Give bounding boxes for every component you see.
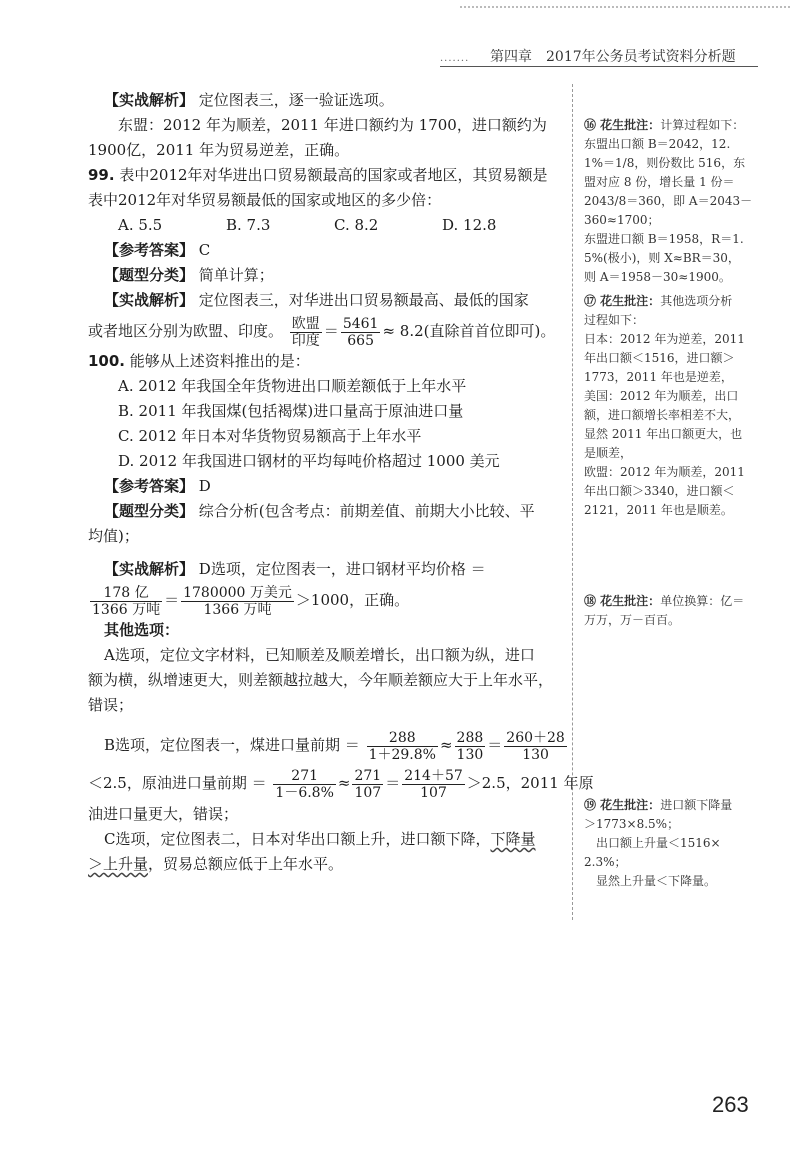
note-line: 则 A＝1958－30≈1900。 [584,270,731,284]
margin-note-2 [584,292,754,520]
analysis-text: 油进口量更大，错误； [88,805,239,823]
margin-divider [572,84,573,920]
analysis-text: ＞1000，正确。 [295,591,410,609]
question-stem: 能够从上述资料推出的是： [129,352,310,370]
question-number: 100. [88,352,126,370]
note-line: ＞1773×8.5%； [584,817,680,831]
fraction: $\frac{260+28}{130}$ [506,729,565,763]
fraction: $\frac{\text{178 亿}}{\text{1366 万吨}}$ [92,584,161,618]
option-c: C. 8.2 [334,216,379,234]
note-line: 是顺差， [584,446,633,460]
answer: D [198,477,211,495]
note-line: 东盟进口额 B＝1958，R＝1. [584,232,744,246]
option-a: A. 5.5 [118,216,163,234]
analysis-text: 额为横，纵增速更大，则差额越拉越大，今年顺差额应大于上年水平， [88,671,554,689]
question-stem: 表中2012年对华进出口贸易额最高的国家或者地区，其贸易额是 [119,166,548,184]
option-c: C. 2012 年日本对华货物贸易额高于上年水平 [118,427,422,445]
analysis-text: 1900亿，2011 年为贸易逆差，正确。 [88,141,350,159]
option-b: B. 2011 年我国煤(包括褐煤)进口量高于原油进口量 [118,402,464,420]
header-rule [440,66,758,67]
note-line: 万万，万－百百。 [584,613,681,627]
margin-note-4 [584,796,754,891]
note-line: 显然上升量＜下降量。 [596,874,717,888]
question-number: 99. [88,166,115,184]
option-d: D. 2012 年我国进口钢材的平均每吨价格超过 1000 美元 [118,452,500,470]
option-b: B. 7.3 [226,216,271,234]
question-stem: 表中2012年对华贸易额最低的国家或地区的多少倍： [88,191,442,209]
note-line: 显然 2011 年出口额更大，也 [584,427,743,441]
note-line: 年出口额＜1516，进口额＞ [584,351,735,365]
note-line: 盟对应 8 份，增长量 1 份＝ [584,175,735,189]
note-line: 出口额上升量＜1516× [596,836,721,850]
margin-note-1 [584,116,754,287]
note-line: 单位换算：亿＝ [660,594,745,608]
note-line: 其他选项分析 [660,294,733,308]
header-title: 第四章 2017年公务员考试资料分析题 [490,49,736,65]
section-label: 【实战解析】 [104,91,195,109]
note-line: 额，进口额增长率相差不大， [584,408,741,422]
option-a: A. 2012 年我国全年货物进出口顺差额低于上年水平 [118,377,467,395]
note-label: ⑲ 花生批注： [584,798,661,812]
section-label: 【参考答案】 [104,477,195,495]
underlined-text: 下降量 [490,830,536,848]
section-label: 【题型分类】 [104,502,195,520]
note-line: 过程如下： [584,313,645,327]
note-line: 日本：2012 年为逆差，2011 [584,332,745,346]
margin-note-3 [584,592,754,630]
analysis-text: 定位图表三，逐一验证选项。 [198,91,394,109]
underlined-text: ＞上升量 [88,855,149,873]
main-column: 【实战解析】 定位图表三，逐一验证选项。 东盟：2012 年为顺差，2011 年进口额约为 1700，进口额约为 1900亿，2011 年为贸易逆差，正确。 99. 表中2012年对华进出口贸易额最高的国家或者地区，其贸易额是 表中2012年对华贸易额最低的国家或地区的多少倍： A. 5.5 B. 7.3 C. 8.2 D. 12.8 【参考答案】 C 【题型分类】 简单计算； 【实战解析】 定位图表三，对华进出口贸易额最高、最低的国家 或者地区分别为欧盟、印度。 $\frac{\text{欧盟}}{\text{印度}}$ ＝ $\frac{5461}{665}$ ≈ 8.2(直除首首位即可)。 100. 能够从上述资料推出的是： A. 2012 年我国全年货物进出口顺差额低于上年水平 B. 2011 年我国煤(包括褐煤)进口量高于原油进口量 C. 2012 年日本对华货物贸易额高于上年水平 D. 2012 年我国进口钢材的平均每吨价格超过 1000 美元 【参考答案】 D 【题型分类】 综合分析(包含考点：前期差值、前期大小比较、平 均值)； 【实战解析】 D选项，定位图表一，进口钢材平均价格 ＝ $\frac{\text{178 亿}}{\text{1366 万吨}}$ ＝ $\frac{\text{1780000 万美元}}{\text{1366 万吨}}$ ＞1000，正确。 其他选项： A选项，定位文字材料，已知顺差及顺差增长，出口额为纵，进口 额为横，纵增速更大，则差额越拉越大，今年顺差额应大于上年水平， 错误； B选项，定位图表一，煤进口量前期 ＝ $\frac{288}{1+29.8\%}$ ≈ $\frac{288}{130}$ ＝ $\frac{260+28}{130}$ ＜2.5，原油进口量前期 ＝ $\frac{271}{1-6.8\%}$ ≈ $\frac{271}{107}$ ＝ $\frac{214+57}{107}$ ＞2.5，2011 年原 油进口量更大，错误； C选项，定位图表二，日本对华出口额上升，进口额下降，下降量 ＞上升量，贸易总额应低于上年水平。 [88,91,594,873]
analysis-text: 或者地区分别为欧盟、印度。 [88,322,284,340]
analysis-text: 东盟：2012 年为顺差，2011 年进口额约为 1700，进口额约为 [118,116,547,134]
page-number: 263 [712,1092,749,1117]
analysis-text: D选项，定位图表一，进口钢材平均价格 ＝ [198,560,486,578]
fraction: $\frac{271}{107}$ [354,767,382,801]
note-line: 1%＝1/8，则份数比 516，东 [584,156,746,170]
analysis-text: ＜2.5，原油进口量前期 ＝ [88,774,267,792]
note-line: 2121，2011 年也是顺差。 [584,503,733,517]
analysis-text: 错误； [88,696,134,714]
note-label: ⑰ 花生批注： [584,294,661,308]
option-d: D. 12.8 [442,216,497,234]
analysis-text: 8.2(直除首首位即可)。 [399,322,556,340]
fraction: $\frac{288}{1+29.8\%}$ [368,729,436,763]
analysis-text: 定位图表三，对华进出口贸易额最高、最低的国家 [198,291,529,309]
note-line: 计算过程如下： [660,118,745,132]
other-options-heading: 其他选项： [104,621,180,639]
analysis-text: ＞2.5，2011 年原 [466,774,594,792]
fraction: $\frac{214+57}{107}$ [404,767,463,801]
section-label: 【题型分类】 [104,266,195,284]
fraction: $\frac{\text{欧盟}}{\text{印度}}$ [291,315,320,349]
fraction: $\frac{271}{1-6.8\%}$ [275,767,334,801]
type-text: 均值)； [88,527,139,545]
section-label: 【实战解析】 [104,291,195,309]
analysis-text: ，贸易总额应低于上年水平。 [148,855,344,873]
note-line: 东盟出口额 B＝2042，12. [584,137,731,151]
type-text: 简单计算； [198,266,274,284]
fraction: $\frac{\text{1780000 万美元}}{\text{1366 万吨}}$ [183,584,292,618]
analysis-text: B选项，定位图表一，煤进口量前期 ＝ [104,736,360,754]
section-label: 【实战解析】 [104,560,195,578]
note-line: 进口额下降量 [660,798,733,812]
analysis-text: A选项，定位文字材料，已知顺差及顺差增长，出口额为纵，进口 [104,646,535,664]
analysis-text: C选项，定位图表二，日本对华出口额上升，进口额下降， [104,830,491,848]
note-label: ⑯ 花生批注： [584,118,661,132]
section-label: 【参考答案】 [104,241,195,259]
note-line: 年出口额＞3340，进口额＜ [584,484,735,498]
note-line: 美国：2012 年为顺差，出口 [584,389,739,403]
note-line: 1773，2011 年也是逆差， [584,370,733,384]
note-line: 2043/8＝360，即 A＝2043－ [584,194,753,208]
note-line: 欧盟：2012 年为顺差，2011 [584,465,745,479]
option-list [88,213,568,238]
running-header [440,46,758,68]
header-dots: ······· [440,56,470,67]
note-line: 5%(极小)，则 X≈BR＝30， [584,251,740,265]
fraction: $\frac{288}{130}$ [456,729,484,763]
type-text: 综合分析(包含考点：前期差值、前期大小比较、平 [198,502,535,520]
note-line: 2.3%； [584,855,627,869]
note-label: ⑱ 花生批注： [584,594,661,608]
answer: C [198,241,211,259]
note-line: 360≈1700； [584,213,660,227]
scan-edge-mark [460,6,790,8]
fraction: $\frac{5461}{665}$ [342,315,379,349]
